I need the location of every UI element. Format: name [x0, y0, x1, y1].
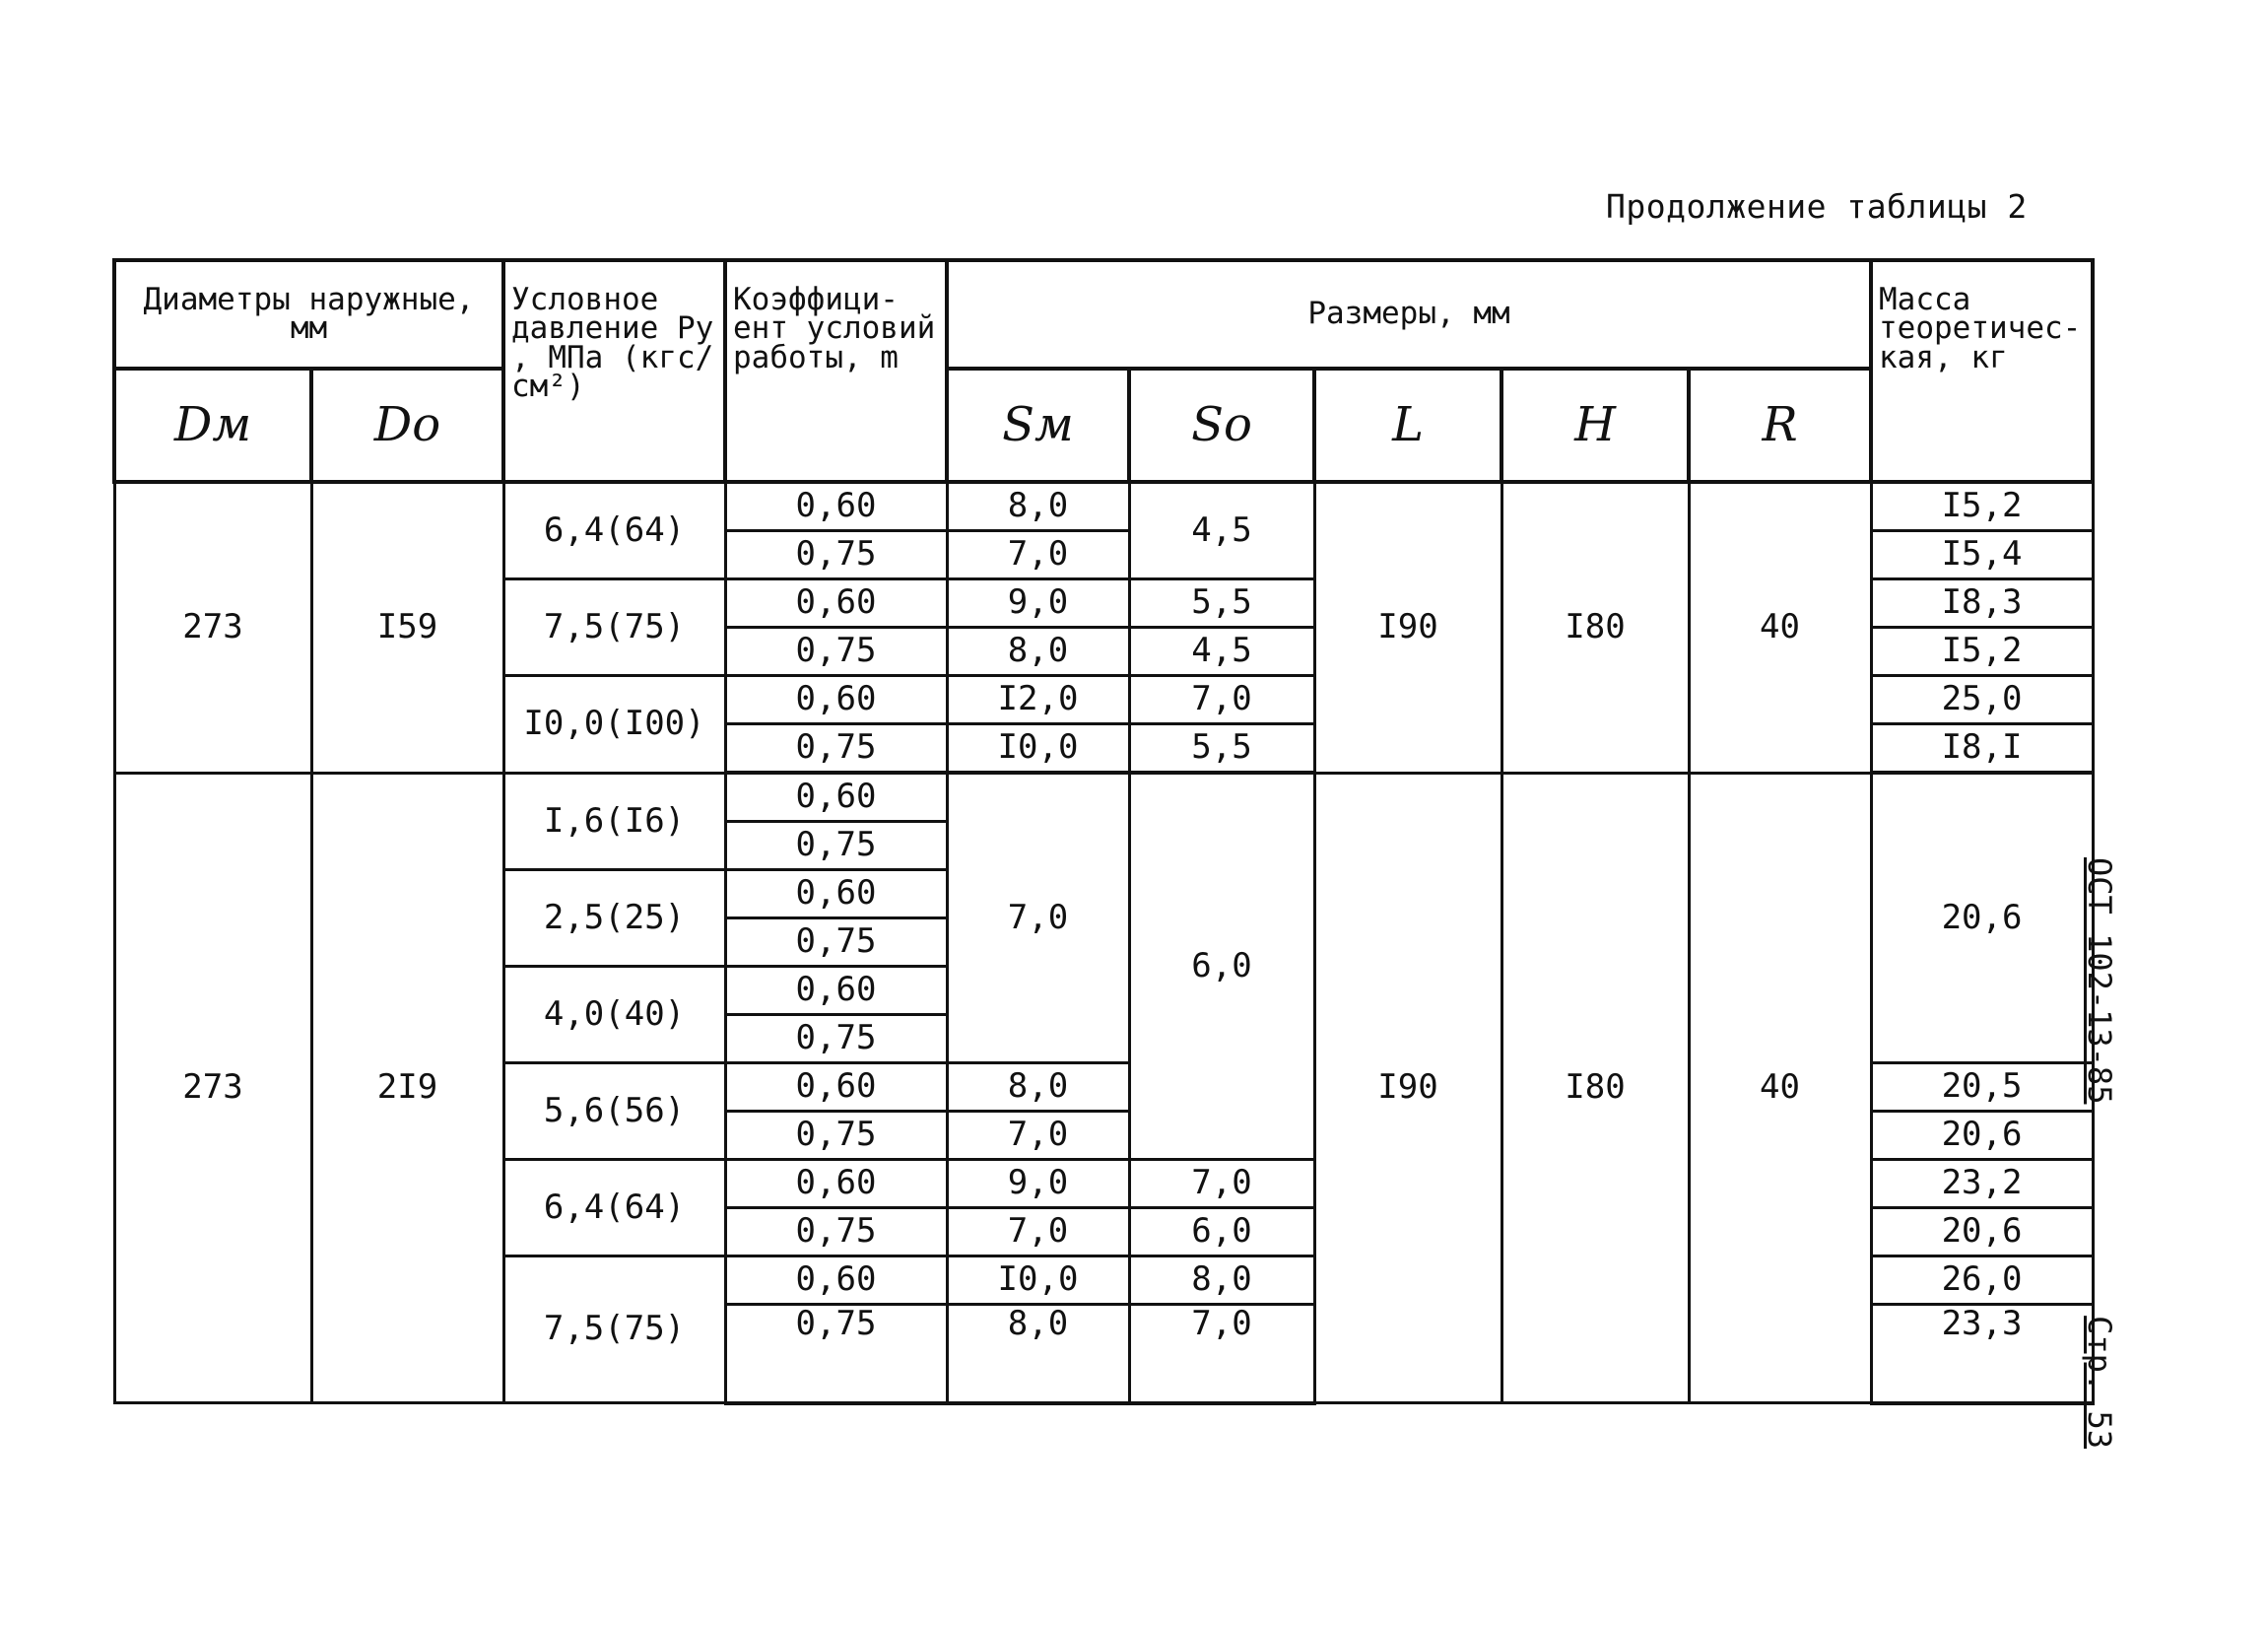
coefficient-cell: 0,75: [725, 724, 947, 774]
pressure-cell: 6,4(64): [503, 1160, 725, 1256]
so-cell: 4,5: [1129, 628, 1314, 676]
pressure-cell: I0,0(I00): [503, 676, 725, 774]
sm-cell: I0,0: [947, 724, 1129, 774]
header-pressure: Условное давление Pу , МПа (кгс/см²): [503, 260, 725, 482]
header-l: L: [1314, 369, 1501, 482]
coefficient-cell: 0,60: [725, 870, 947, 918]
coefficient-cell: 0,60: [725, 1063, 947, 1112]
so-cell: 4,5: [1129, 482, 1314, 579]
mass-cell: 26,0: [1871, 1256, 2093, 1305]
sm-cell: 9,0: [947, 579, 1129, 628]
sm-cell: 7,0: [947, 1112, 1129, 1160]
so-cell: 7,0: [1129, 1160, 1314, 1208]
coefficient-cell: 0,75: [725, 918, 947, 967]
mass-cell: 20,5: [1871, 1063, 2093, 1112]
coefficient-cell: 0,60: [725, 482, 947, 531]
so-cell: 7,0: [1129, 676, 1314, 724]
header-sm: Sм: [947, 369, 1129, 482]
sm-cell: 7,0: [947, 1208, 1129, 1256]
header-sizes: Размеры, мм: [947, 260, 1871, 369]
header-do: Dо: [311, 369, 503, 482]
pressure-cell: 7,5(75): [503, 579, 725, 676]
dm-cell: 273: [114, 482, 311, 773]
mass-cell: 25,0: [1871, 676, 2093, 724]
sm-cell: 8,0: [947, 1063, 1129, 1112]
pressure-cell: 5,6(56): [503, 1063, 725, 1160]
pressure-cell: 6,4(64): [503, 482, 725, 579]
coefficient-cell: 0,75: [725, 1305, 947, 1403]
sm-cell: 7,0: [947, 773, 1129, 1063]
mass-cell: 20,6: [1871, 1112, 2093, 1160]
dm-cell: 273: [114, 773, 311, 1403]
mass-cell: 23,3: [1871, 1305, 2093, 1403]
header-diameters: Диаметры наружные, мм: [114, 260, 503, 369]
mass-cell: 23,2: [1871, 1160, 2093, 1208]
do-cell: 2I9: [311, 773, 503, 1403]
coefficient-cell: 0,75: [725, 1112, 947, 1160]
coefficient-cell: 0,60: [725, 967, 947, 1015]
l-cell: I90: [1314, 773, 1501, 1403]
coefficient-cell: 0,60: [725, 1256, 947, 1305]
header-so: Sо: [1129, 369, 1314, 482]
sm-cell: 7,0: [947, 531, 1129, 579]
header-r: R: [1689, 369, 1871, 482]
pressure-cell: 7,5(75): [503, 1256, 725, 1403]
pressure-cell: 2,5(25): [503, 870, 725, 967]
header-mass: Масса теоретичес-кая, кг: [1871, 260, 2093, 482]
sm-cell: 8,0: [947, 1305, 1129, 1403]
pressure-cell: 4,0(40): [503, 967, 725, 1063]
mass-cell: I8,3: [1871, 579, 2093, 628]
coefficient-cell: 0,60: [725, 773, 947, 822]
so-cell: 5,5: [1129, 579, 1314, 628]
h-cell: I80: [1501, 482, 1689, 773]
l-cell: I90: [1314, 482, 1501, 773]
mass-cell: I5,2: [1871, 482, 2093, 531]
pressure-cell: I,6(I6): [503, 773, 725, 870]
header-dm: Dм: [114, 369, 311, 482]
coefficient-cell: 0,60: [725, 1160, 947, 1208]
so-cell: 5,5: [1129, 724, 1314, 774]
sm-cell: I0,0: [947, 1256, 1129, 1305]
coefficient-cell: 0,60: [725, 579, 947, 628]
mass-cell: 20,6: [1871, 1208, 2093, 1256]
so-cell: 7,0: [1129, 1305, 1314, 1403]
dimensions-table: [112, 258, 2095, 1405]
r-cell: 40: [1689, 773, 1871, 1403]
sm-cell: 8,0: [947, 628, 1129, 676]
coefficient-cell: 0,75: [725, 531, 947, 579]
sm-cell: 9,0: [947, 1160, 1129, 1208]
h-cell: I80: [1501, 773, 1689, 1403]
coefficient-cell: 0,75: [725, 1208, 947, 1256]
mass-cell: I8,I: [1871, 724, 2093, 774]
sm-cell: 8,0: [947, 482, 1129, 531]
mass-cell: 20,6: [1871, 773, 2093, 1063]
coefficient-cell: 0,60: [725, 676, 947, 724]
r-cell: 40: [1689, 482, 1871, 773]
so-cell: 6,0: [1129, 773, 1314, 1160]
page-number: Стр. 53: [2081, 1316, 2118, 1449]
coefficient-cell: 0,75: [725, 1015, 947, 1063]
sm-cell: I2,0: [947, 676, 1129, 724]
so-cell: 6,0: [1129, 1208, 1314, 1256]
header-h: H: [1501, 369, 1689, 482]
coefficient-cell: 0,75: [725, 822, 947, 870]
header-coefficient: Коэффици-ент условий работы, m: [725, 260, 947, 482]
do-cell: I59: [311, 482, 503, 773]
standard-number: ОСТ 102-13-85: [2081, 857, 2118, 1105]
table-continuation-caption: Продолжение таблицы 2: [1606, 187, 2028, 226]
so-cell: 8,0: [1129, 1256, 1314, 1305]
mass-cell: I5,4: [1871, 531, 2093, 579]
mass-cell: I5,2: [1871, 628, 2093, 676]
coefficient-cell: 0,75: [725, 628, 947, 676]
